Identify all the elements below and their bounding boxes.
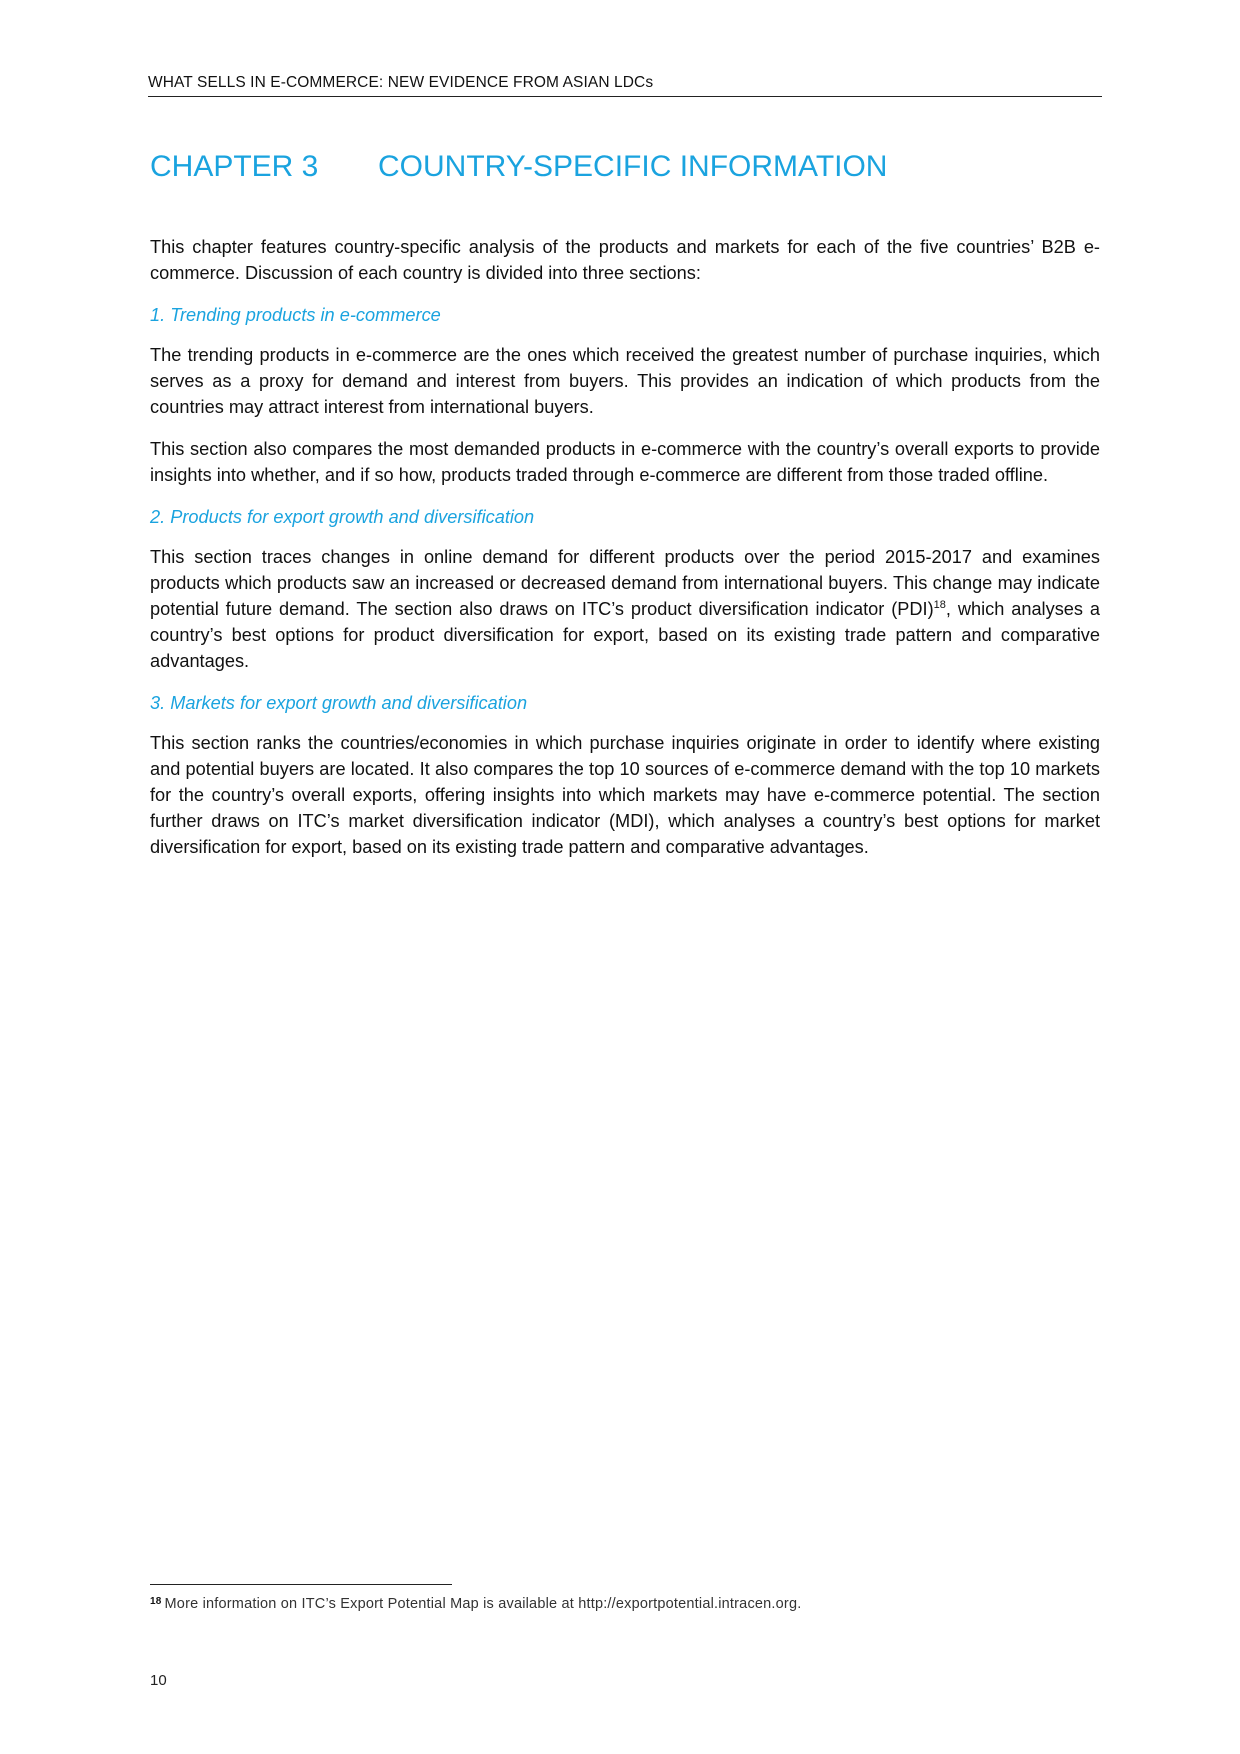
main-content: [150, 234, 1100, 876]
trending-products-paragraph-1: The trending products in e-commerce are the ones which received the greatest number of purchase inquiries, which serves as a proxy for demand and interest from buyers. This provides an indication of which products from the countries may attract interest from international buyers.: [150, 345, 1100, 417]
section-heading-trending-products: 1. Trending products in e-commerce: [150, 305, 441, 325]
running-header: WHAT SELLS IN E-COMMERCE: NEW EVIDENCE FROM ASIAN LDCs: [148, 74, 1102, 97]
products-export-growth-text-part-1: This section traces changes in online demand for different products over the period 2015-2017 and examines products which products saw an increased or decreased demand from international buyers. This change may indicate potential future demand. The section also draws on ITC’s product diversification indicator (PDI): [150, 547, 1100, 619]
footnote-separator: [150, 1584, 452, 1585]
chapter-name: COUNTRY-SPECIFIC INFORMATION: [378, 150, 888, 183]
footnote-18: [150, 1596, 801, 1612]
chapter-title: [150, 150, 887, 184]
markets-export-growth-paragraph: This section ranks the countries/economies in which purchase inquiries originate in order to identify where existing and potential buyers are located. It also compares the top 10 sources of e-commerce demand with the top 10 markets for the country’s overall exports, offering insights into which markets may have e-commerce potential. The section further draws on ITC’s market diversification indicator (MDI), which analyses a country’s best options for market diversification for export, based on its existing trade pattern and comparative advantages.: [150, 733, 1100, 857]
intro-paragraph: This chapter features country-specific analysis of the products and markets for each of the five countries’ B2B e-commerce. Discussion of each country is divided into three sections:: [150, 237, 1100, 283]
products-export-growth-paragraph: [150, 544, 1100, 674]
page-number: 10: [150, 1672, 167, 1689]
chapter-number: CHAPTER 3: [150, 150, 319, 183]
trending-products-paragraph-2: This section also compares the most demanded products in e-commerce with the country’s overall exports to provide insights into whether, and if so how, products traded through e-commerce are different from those traded offline.: [150, 439, 1100, 485]
footnote-mark: 18: [150, 1596, 162, 1607]
section-heading-products-export-growth: 2. Products for export growth and diversification: [150, 507, 535, 527]
products-export-growth-text-part-2: , which analyses a country’s best options for product diversification for export, based on its existing trade pattern and comparative advantages.: [150, 599, 1100, 671]
section-heading-markets-export-growth: 3. Markets for export growth and diversification: [150, 693, 528, 713]
footnote-reference-18[interactable]: 18: [933, 598, 946, 611]
footnote-text: More information on ITC’s Export Potential Map is available at http://exportpotential.intracen.org.: [164, 1596, 802, 1612]
